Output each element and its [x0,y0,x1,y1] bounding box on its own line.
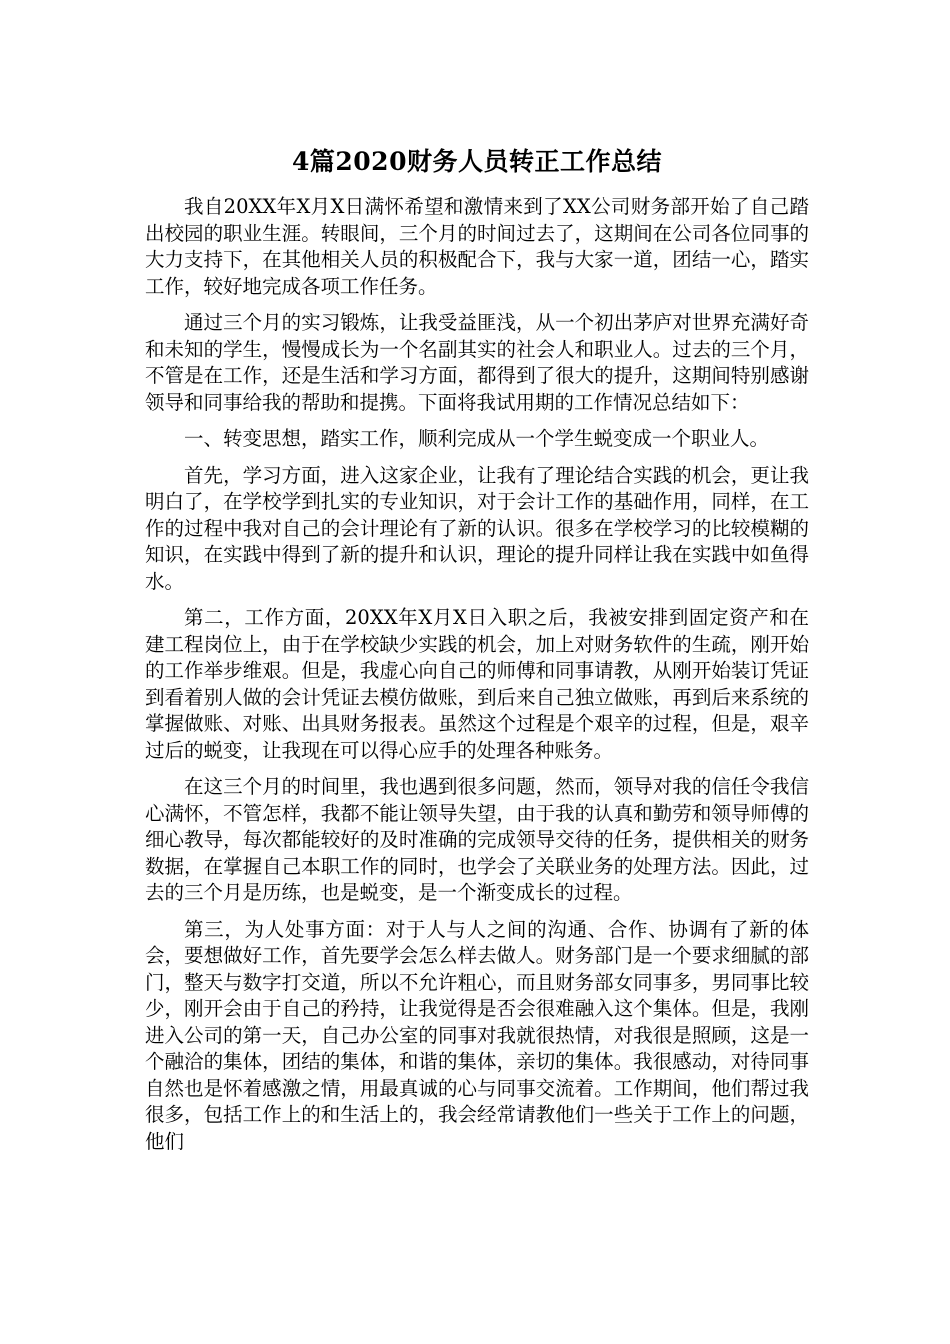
paragraph-three-months: 在这三个月的时间里，我也遇到很多问题，然而，领导对我的信任令我信心满怀，不管怎样，我都不能让领导失望，由于我的认真和勤劳和领导师傅的细心教导，每次都能较好的及时准确的完成领导交待的任务，提供相关的财务数据，在掌握自己本职工作的同时，也学会了关联业务的处理方法。因此，过去的三个月是历练，也是蜕变，是一个渐变成长的过程。 [145,775,809,904]
paragraph-internship: 通过三个月的实习锻炼，让我受益匪浅，从一个初出茅庐对世界充满好奇和未知的学生，慢慢成长为一个名副其实的社会人和职业人。过去的三个月，不管是在工作，还是生活和学习方面，都得到了很大的提升，这期间特别感谢领导和同事给我的帮助和提携。下面将我试用期的工作情况总结如下： [145,311,809,414]
paragraph-work: 第二，工作方面，20XX年X月X日入职之后，我被安排到固定资产和在建工程岗位上，由于在学校缺少实践的机会，加上对财务软件的生疏，刚开始的工作举步维艰。但是，我虚心向自己的师傅和同事请教，从刚开始装订凭证到看着别人做的会计凭证去模仿做账，到后来自己独立做账，再到后来系统的掌握做账、对账、出具财务报表。虽然这个过程是个艰辛的过程，但是，艰辛过后的蜕变，让我现在可以得心应手的处理各种账务。 [145,606,809,762]
document-title: 4篇2020财务人员转正工作总结 [292,147,662,176]
paragraph-intro: 我自20XX年X月X日满怀希望和激情来到了XX公司财务部开始了自己踏出校园的职业生涯。转眼间，三个月的时间过去了，这期间在公司各位同事的大力支持下，在其他相关人员的积极配合下，我与大家一道，团结一心，踏实工作，较好地完成各项工作任务。 [145,195,809,298]
paragraph-study: 首先，学习方面，进入这家企业，让我有了理论结合实践的机会，更让我明白了，在学校学到扎实的专业知识，对于会计工作的基础作用，同样，在工作的过程中我对自己的会计理论有了新的认识。很多在学校学习的比较模糊的知识，在实践中得到了新的提升和认识，理论的提升同样让我在实践中如鱼得水。 [145,463,809,593]
section-heading-1: 一、转变思想，踏实工作，顺利完成从一个学生蜕变成一个职业人。 [184,427,770,450]
paragraph-interpersonal: 第三，为人处事方面：对于人与人之间的沟通、合作、协调有了新的体会，要想做好工作，首先要学会怎么样去做人。财务部门是一个要求细腻的部门，整天与数字打交道，所以不允许粗心，而且财务部女同事多，男同事比较少，刚开会由于自己的矜持，让我觉得是否会很难融入这个集体。但是，我刚进入公司的第一天，自己办公室的同事对我就很热情，对我很是照顾，这是一个融洽的集体，团结的集体，和谐的集体，亲切的集体。我很感动，对待同事自然也是怀着感激之情，用最真诚的心与同事交流着。工作期间，他们帮过我很多，包括工作上的和生活上的，我会经常请教他们一些关于工作上的问题，他们 [145,917,809,1153]
document-page [145,142,809,1165]
